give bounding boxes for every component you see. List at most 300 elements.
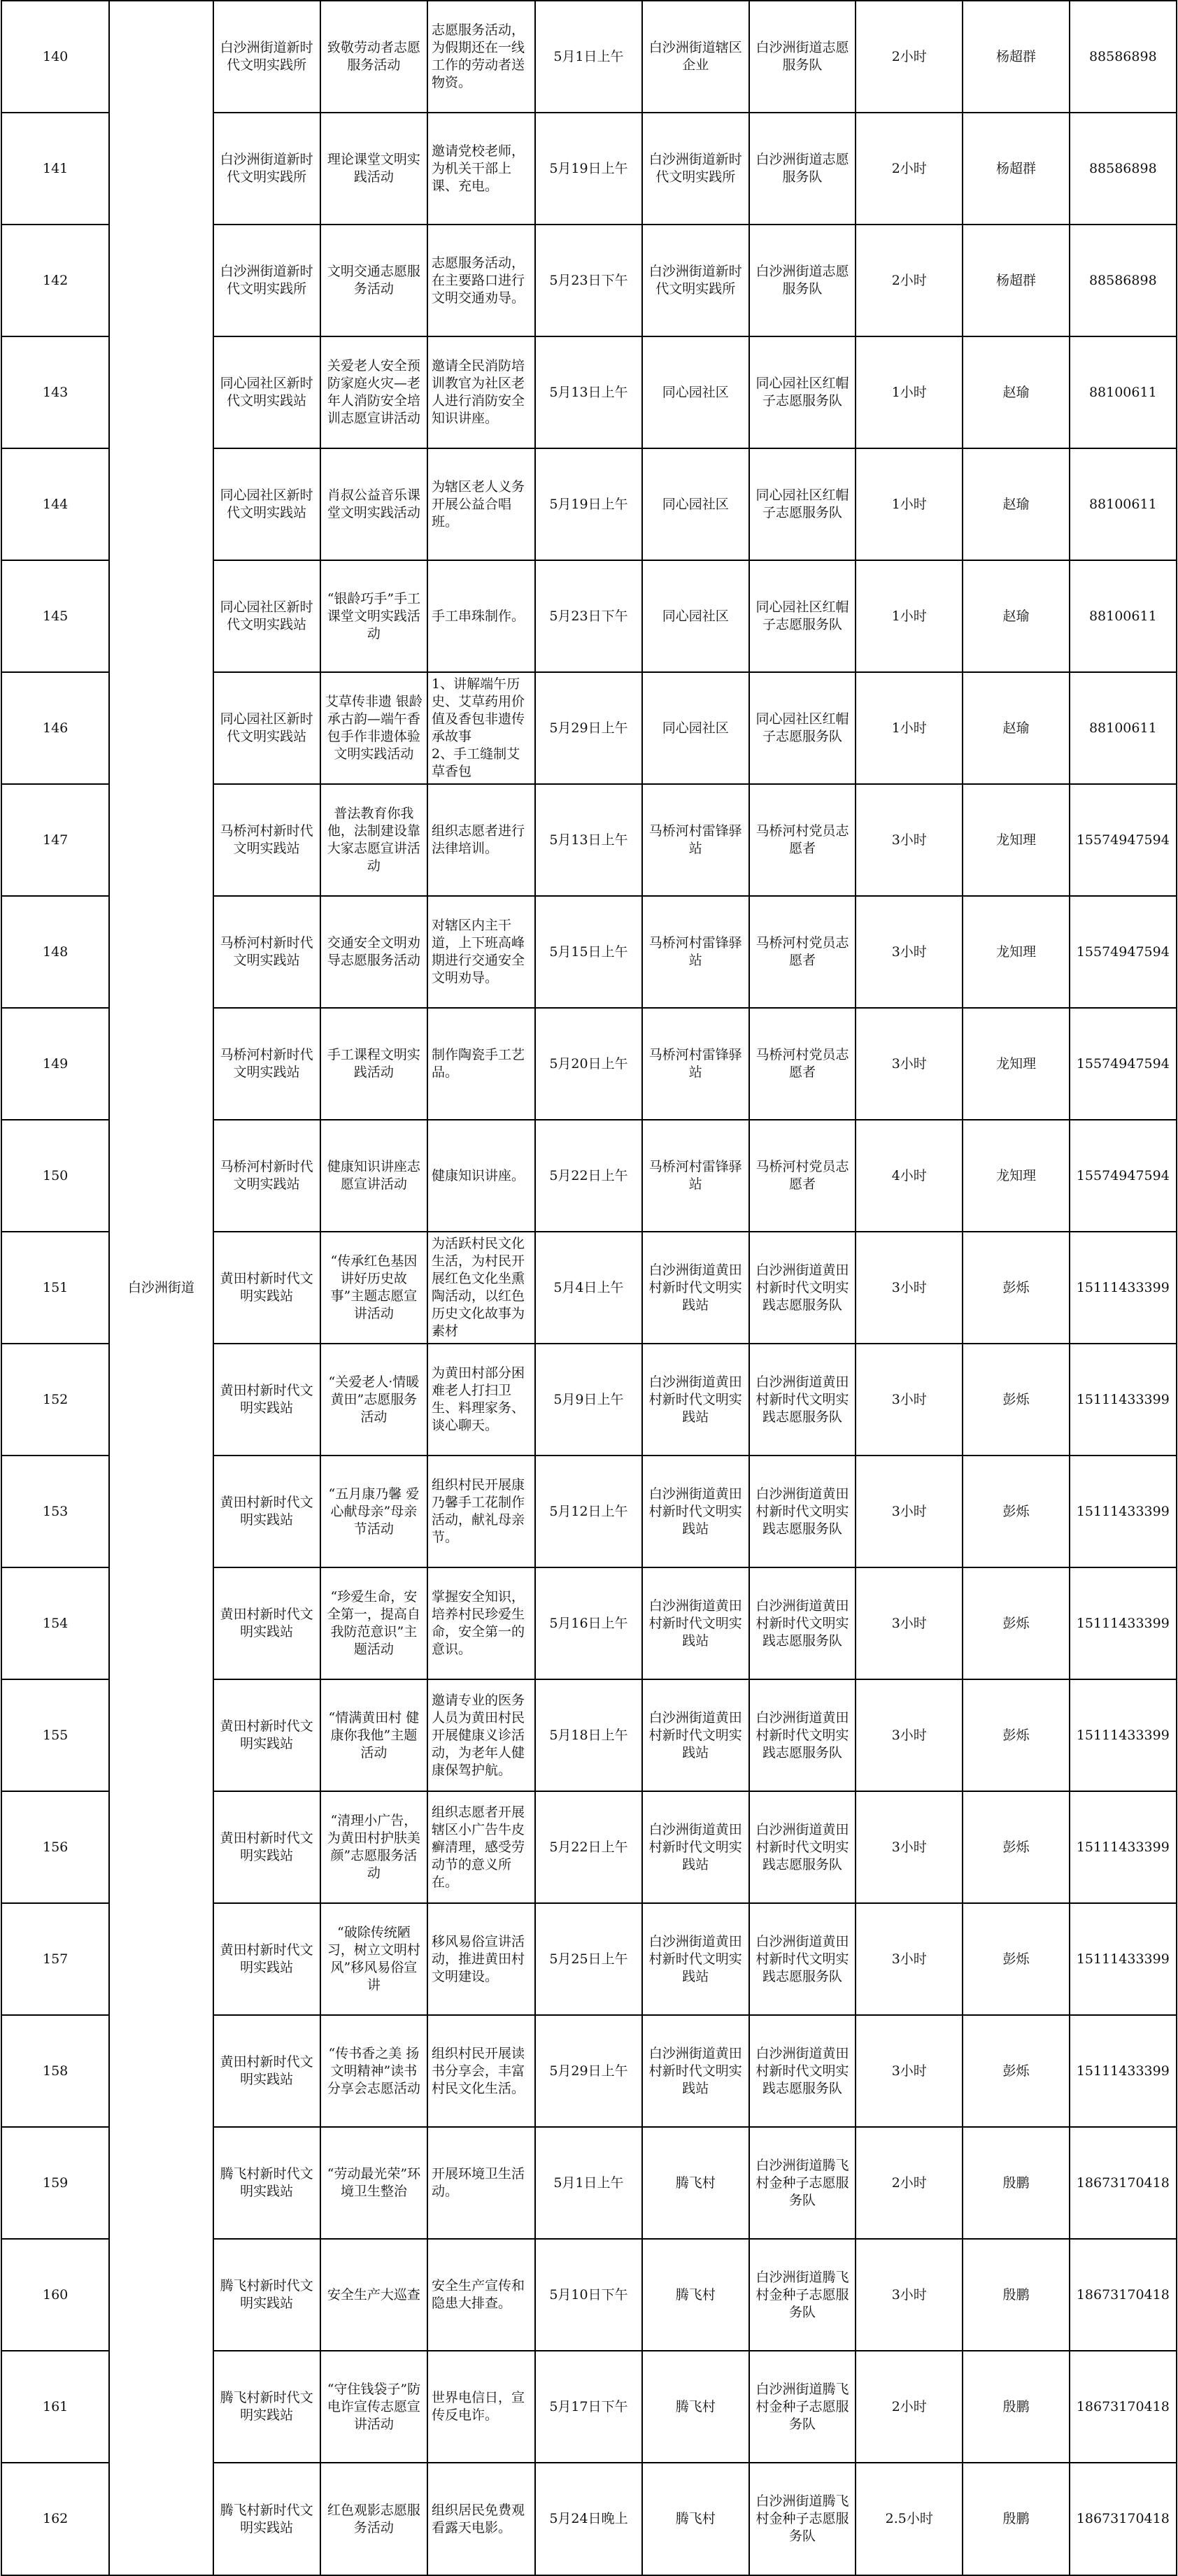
organizer-cell [213,1791,320,1903]
phone-cell-text: 15111433399 [1076,1615,1170,1631]
activity-time-cell [535,336,641,448]
activity-place-cell [642,225,749,336]
duration-cell [856,560,963,672]
volunteer-team-cell [749,1903,856,2015]
duration-cell-text: 2.5小时 [885,2511,933,2526]
volunteer-team-cell [749,560,856,672]
phone-cell [1070,1120,1177,1232]
activity-time-cell [535,1232,641,1344]
row-number-cell [1,2015,109,2127]
organizer-cell-text: 马桥河村新时代文明实践站 [220,1159,313,1192]
organizer-cell [213,225,320,336]
activity-content-cell-text: 志愿服务活动，在主要路口进行文明交通劝导。 [432,255,525,306]
row-number-cell-text: 156 [43,1839,69,1855]
activity-time-cell-text: 5月10日下午 [549,2286,628,2303]
duration-cell-text: 1小时 [891,608,927,624]
volunteer-team-cell [749,1679,856,1791]
duration-cell [856,1,963,113]
contact-person-cell-text: 赵瑜 [1002,496,1030,512]
volunteer-team-cell-text: 白沙洲街道腾飞村金种子志愿服务队 [755,2157,849,2208]
activity-name-cell [320,2015,427,2127]
volunteer-team-cell-text: 白沙洲街道腾飞村金种子志愿服务队 [755,2269,849,2320]
organizer-cell-text: 黄田村新时代文明实践站 [220,1718,313,1751]
contact-person-cell-text: 赵瑜 [1002,608,1030,624]
duration-cell [856,2463,963,2575]
activity-place-cell [642,1,749,113]
row-number-cell [1,1567,109,1679]
phone-cell-text: 15574947594 [1076,1167,1170,1183]
activity-place-cell-text: 腾飞村 [675,2175,716,2191]
activity-content-cell [427,2351,535,2463]
volunteer-team-cell-text: 马桥河村党员志愿者 [755,935,849,968]
activity-place-cell [642,672,749,784]
duration-cell-text: 1小时 [891,496,927,512]
activity-content-cell [427,672,535,784]
activity-place-cell [642,2463,749,2575]
contact-person-cell [963,2127,1069,2239]
volunteer-team-cell [749,1456,856,1567]
phone-cell [1070,336,1177,448]
phone-cell [1070,1344,1177,1456]
activity-place-cell-text: 腾飞村 [675,2398,716,2414]
volunteer-team-cell [749,1120,856,1232]
phone-cell-text: 18673170418 [1076,2511,1170,2526]
activity-name-cell [320,448,427,560]
organizer-cell-text: 腾飞村新时代文明实践站 [220,2278,313,2311]
activity-time-cell [535,896,641,1008]
contact-person-cell [963,1903,1069,2015]
duration-cell [856,1232,963,1344]
volunteer-team-cell [749,1008,856,1120]
row-number-cell-text: 141 [43,160,69,176]
duration-cell [856,2239,963,2351]
activity-name-cell [320,2127,427,2239]
activity-name-cell [320,113,427,225]
organizer-cell [213,672,320,784]
volunteer-team-cell-text: 白沙洲街道黄田村新时代文明实践志愿服务队 [755,1821,849,1872]
activity-name-cell [320,2351,427,2463]
activity-content-cell-text: 组织村民开展读书分享会，丰富村民文化生活。 [432,2045,525,2096]
duration-cell [856,336,963,448]
row-number-cell [1,1008,109,1120]
activity-place-cell-text: 白沙洲街道黄田村新时代文明实践站 [648,1709,742,1760]
duration-cell-text: 3小时 [891,944,927,960]
volunteer-team-cell-text: 同心园社区红帽子志愿服务队 [755,599,849,632]
volunteer-team-cell [749,2127,856,2239]
activity-content-cell [427,1679,535,1791]
phone-cell-text: 88100611 [1088,608,1157,624]
contact-person-cell-text: 彭烁 [1002,1839,1030,1855]
duration-cell [856,672,963,784]
phone-cell-text: 88100611 [1088,496,1157,512]
activity-place-cell [642,1567,749,1679]
row-number-cell [1,2239,109,2351]
phone-cell-text: 15111433399 [1076,1279,1170,1295]
activity-name-cell-text: 艾草传非遗 银龄承古韵—端午香包手作非遗体验文明实践活动 [325,694,423,762]
row-number-cell [1,1344,109,1456]
volunteer-team-cell [749,1,856,113]
activity-name-cell [320,225,427,336]
activity-place-cell-text: 白沙洲街道新时代文明实践所 [648,152,742,185]
contact-person-cell [963,2015,1069,2127]
activity-place-cell [642,1456,749,1567]
contact-person-cell-text: 彭烁 [1002,1615,1030,1631]
activity-time-cell-text: 5月25日上午 [549,1951,628,1967]
phone-cell-text: 15111433399 [1076,1727,1170,1743]
activity-content-cell [427,448,535,560]
contact-person-cell [963,1679,1069,1791]
activity-place-cell [642,1903,749,2015]
activity-time-cell [535,2351,641,2463]
phone-cell [1070,2239,1177,2351]
activity-content-cell [427,2463,535,2575]
activity-place-cell-text: 马桥河村雷锋驿站 [648,935,742,968]
activity-name-cell-text: “关爱老人·情暖黄田”志愿服务活动 [328,1374,420,1425]
volunteer-team-cell-text: 同心园社区红帽子志愿服务队 [755,376,849,408]
duration-cell-text: 4小时 [891,1167,927,1183]
activity-name-cell [320,2239,427,2351]
row-number-cell-text: 155 [43,1727,69,1743]
organizer-cell [213,1232,320,1344]
row-number-cell-text: 151 [43,1279,69,1295]
activity-content-cell [427,784,535,896]
row-number-cell [1,1,109,113]
row-number-cell [1,2463,109,2575]
duration-cell [856,1791,963,1903]
phone-cell [1070,1008,1177,1120]
activity-content-cell-text: 1、讲解端午历史、艾草药用价值及香包非遗传承故事 2、手工缝制艾草香包 [432,676,525,779]
activity-name-cell [320,1,427,113]
activity-schedule-table [1,0,1177,2576]
duration-cell-text: 2小时 [891,272,927,288]
activity-content-cell-text: 组织志愿者进行法律培训。 [432,823,525,856]
row-number-cell [1,225,109,336]
duration-cell [856,1567,963,1679]
volunteer-team-cell [749,1567,856,1679]
organizer-cell [213,1,320,113]
contact-person-cell-text: 彭烁 [1002,1391,1030,1407]
activity-content-cell-text: 组织居民免费观看露天电影。 [432,2502,525,2535]
activity-place-cell [642,2127,749,2239]
activity-place-cell [642,1008,749,1120]
activity-place-cell [642,560,749,672]
activity-name-cell-text: 安全生产大巡查 [327,2286,420,2303]
contact-person-cell [963,1,1069,113]
contact-person-cell [963,225,1069,336]
activity-place-cell [642,2351,749,2463]
duration-cell [856,225,963,336]
activity-time-cell [535,1679,641,1791]
phone-cell [1070,2351,1177,2463]
phone-cell [1070,2015,1177,2127]
activity-place-cell-text: 白沙洲街道黄田村新时代文明实践站 [648,1597,742,1649]
volunteer-team-cell [749,336,856,448]
activity-time-cell [535,1344,641,1456]
activity-name-cell-text: “情满黄田村 健康你我他”主题活动 [328,1709,420,1760]
activity-place-cell [642,2239,749,2351]
activity-name-cell-text: “银龄巧手”手工课堂文明实践活动 [327,590,421,641]
organizer-cell [213,1344,320,1456]
activity-time-cell-text: 5月29日上午 [549,2063,628,2079]
activity-content-cell-text: 手工串珠制作。 [432,608,525,624]
organizer-cell-text: 马桥河村新时代文明实践站 [220,823,313,856]
volunteer-team-cell-text: 白沙洲街道黄田村新时代文明实践志愿服务队 [755,1262,849,1313]
activity-time-cell [535,2127,641,2239]
activity-time-cell-text: 5月13日上午 [549,384,628,400]
contact-person-cell [963,1232,1069,1344]
row-number-cell [1,448,109,560]
activity-place-cell [642,1791,749,1903]
volunteer-team-cell-text: 马桥河村党员志愿者 [755,1047,849,1080]
activity-time-cell [535,2463,641,2575]
organizer-cell-text: 白沙洲街道新时代文明实践所 [220,40,313,73]
activity-place-cell-text: 白沙洲街道黄田村新时代文明实践站 [648,2045,742,2096]
activity-content-cell [427,1008,535,1120]
activity-content-cell [427,1567,535,1679]
volunteer-team-cell-text: 白沙洲街道黄田村新时代文明实践志愿服务队 [755,2045,849,2096]
contact-person-cell [963,2463,1069,2575]
phone-cell-text: 88586898 [1088,272,1157,288]
phone-cell [1070,1791,1177,1903]
contact-person-cell-text: 杨超群 [996,272,1037,288]
activity-time-cell [535,1567,641,1679]
activity-time-cell [535,784,641,896]
volunteer-team-cell [749,784,856,896]
volunteer-team-cell-text: 白沙洲街道黄田村新时代文明实践志愿服务队 [755,1597,849,1649]
organizer-cell-text: 同心园社区新时代文明实践站 [220,488,313,520]
activity-time-cell-text: 5月1日上午 [553,2175,624,2191]
activity-content-cell-text: 世界电信日，宣传反电诈。 [432,2390,525,2423]
organizer-cell [213,113,320,225]
volunteer-team-cell-text: 白沙洲街道志愿服务队 [755,40,849,73]
activity-name-cell [320,784,427,896]
volunteer-team-cell [749,1791,856,1903]
contact-person-cell-text: 殷鹏 [1002,2398,1030,2414]
activity-time-cell [535,1120,641,1232]
activity-name-cell-text: “五月康乃馨 爱心献母亲”母亲节活动 [328,1486,420,1537]
activity-time-cell-text: 5月1日上午 [553,48,624,64]
organizer-cell-text: 黄田村新时代文明实践站 [220,1607,313,1639]
row-number-cell-text: 144 [43,496,69,512]
activity-name-cell [320,1008,427,1120]
organizer-cell-text: 腾飞村新时代文明实践站 [220,2502,313,2535]
activity-name-cell [320,1567,427,1679]
activity-name-cell [320,1903,427,2015]
volunteer-team-cell [749,448,856,560]
organizer-cell-text: 黄田村新时代文明实践站 [220,1830,313,1863]
row-number-cell-text: 148 [43,944,69,960]
activity-place-cell-text: 同心园社区 [662,720,729,736]
activity-place-cell-text: 白沙洲街道新时代文明实践所 [648,264,742,297]
duration-cell [856,1679,963,1791]
activity-content-cell [427,336,535,448]
activity-name-cell-text: “珍爱生命，安全第一，提高自我防范意识”主题活动 [327,1589,420,1657]
activity-place-cell-text: 同心园社区 [662,384,729,400]
volunteer-team-cell [749,896,856,1008]
contact-person-cell-text: 彭烁 [1002,1279,1030,1295]
activity-content-cell-text: 为辖区老人义务开展公益合唱班。 [432,478,525,529]
phone-cell [1070,1,1177,113]
activity-place-cell [642,784,749,896]
row-number-cell [1,1120,109,1232]
phone-cell-text: 15111433399 [1076,1503,1170,1519]
activity-name-cell-text: “传承红色基因 讲好历史故事”主题志愿宣讲活动 [330,1253,418,1321]
activity-content-cell [427,2015,535,2127]
activity-time-cell [535,1791,641,1903]
contact-person-cell [963,448,1069,560]
activity-place-cell [642,1679,749,1791]
volunteer-team-cell-text: 马桥河村党员志愿者 [755,823,849,856]
activity-content-cell [427,896,535,1008]
activity-place-cell [642,1232,749,1344]
activity-name-cell-text: “传书香之美 扬文明精神”读书分享会志愿活动 [327,2045,420,2096]
phone-cell [1070,784,1177,896]
activity-place-cell-text: 马桥河村雷锋驿站 [648,1159,742,1192]
phone-cell [1070,1679,1177,1791]
activity-place-cell-text: 马桥河村雷锋驿站 [648,823,742,856]
activity-name-cell [320,560,427,672]
row-number-cell-text: 157 [43,1951,69,1967]
duration-cell-text: 2小时 [891,48,927,64]
duration-cell [856,1903,963,2015]
activity-time-cell [535,560,641,672]
activity-name-cell [320,1791,427,1903]
duration-cell-text: 3小时 [891,1727,927,1743]
phone-cell-text: 18673170418 [1076,2398,1170,2414]
activity-place-cell [642,113,749,225]
contact-person-cell-text: 龙知理 [996,1167,1037,1183]
phone-cell-text: 15111433399 [1076,1951,1170,1967]
activity-content-cell [427,1791,535,1903]
activity-content-cell [427,2239,535,2351]
volunteer-team-cell [749,1232,856,1344]
activity-content-cell-text: 掌握安全知识，培养村民珍爱生命，安全第一的意识。 [432,1589,525,1657]
contact-person-cell-text: 殷鹏 [1002,2286,1030,2303]
phone-cell-text: 15574947594 [1076,1055,1170,1072]
duration-cell [856,896,963,1008]
duration-cell-text: 3小时 [891,1391,927,1407]
activity-content-cell-text: 组织志愿者开展辖区小广告牛皮癣清理，感受劳动节的意义所在。 [432,1804,525,1890]
contact-person-cell-text: 赵瑜 [1002,384,1030,400]
contact-person-cell-text: 彭烁 [1002,2063,1030,2079]
activity-content-cell [427,1,535,113]
activity-content-cell-text: 组织村民开展康乃馨手工花制作活动，献礼母亲节。 [432,1477,525,1545]
duration-cell-text: 3小时 [891,1839,927,1855]
activity-name-cell-text: 红色观影志愿服务活动 [327,2502,420,2535]
contact-person-cell [963,113,1069,225]
organizer-cell [213,448,320,560]
phone-cell [1070,2127,1177,2239]
contact-person-cell-text: 龙知理 [996,1055,1037,1072]
duration-cell-text: 3小时 [891,1279,927,1295]
activity-content-cell-text: 邀请全民消防培训教官为社区老人进行消防安全知识讲座。 [432,358,525,426]
activity-content-cell [427,113,535,225]
row-number-cell [1,672,109,784]
duration-cell [856,2351,963,2463]
row-number-cell-text: 154 [43,1615,69,1631]
contact-person-cell-text: 龙知理 [996,944,1037,960]
phone-cell-text: 15111433399 [1076,2063,1170,2079]
activity-content-cell-text: 开展环境卫生活动。 [432,2166,525,2199]
activity-time-cell [535,1456,641,1567]
activity-time-cell-text: 5月13日上午 [549,832,628,848]
duration-cell-text: 1小时 [891,720,927,736]
phone-cell-text: 88100611 [1088,720,1157,736]
activity-time-cell [535,2015,641,2127]
volunteer-team-cell-text: 白沙洲街道腾飞村金种子志愿服务队 [755,2493,849,2544]
contact-person-cell [963,2351,1069,2463]
volunteer-team-cell-text: 白沙洲街道黄田村新时代文明实践志愿服务队 [755,1374,849,1425]
row-number-cell [1,336,109,448]
contact-person-cell [963,1008,1069,1120]
contact-person-cell [963,1456,1069,1567]
activity-time-cell-text: 5月19日上午 [549,160,628,176]
row-number-cell-text: 140 [43,48,69,64]
contact-person-cell [963,672,1069,784]
row-number-cell-text: 150 [43,1167,69,1183]
contact-person-cell [963,1120,1069,1232]
contact-person-cell-text: 龙知理 [996,832,1037,848]
phone-cell [1070,1903,1177,2015]
row-number-cell [1,2127,109,2239]
duration-cell-text: 3小时 [891,1615,927,1631]
duration-cell-text: 2小时 [891,2398,927,2414]
duration-cell-text: 1小时 [891,384,927,400]
activity-time-cell [535,672,641,784]
volunteer-team-cell-text: 白沙洲街道志愿服务队 [755,264,849,297]
activity-name-cell-text: “破除传统陋习，树立文明村风”移风易俗宣讲 [327,1925,420,1993]
organizer-cell-text: 黄田村新时代文明实践站 [220,1271,313,1304]
phone-cell [1070,560,1177,672]
phone-cell-text: 18673170418 [1076,2286,1170,2303]
activity-place-cell-text: 腾飞村 [675,2286,716,2303]
organizer-cell [213,560,320,672]
volunteer-team-cell [749,2463,856,2575]
phone-cell [1070,672,1177,784]
activity-name-cell-text: 理论课堂文明实践活动 [327,152,420,185]
duration-cell [856,448,963,560]
volunteer-team-cell [749,672,856,784]
organizer-cell [213,1567,320,1679]
volunteer-team-cell-text: 同心园社区红帽子志愿服务队 [755,488,849,520]
row-number-cell-text: 147 [43,832,69,848]
activity-place-cell [642,1344,749,1456]
phone-cell-text: 15574947594 [1076,944,1170,960]
activity-content-cell [427,2127,535,2239]
activity-name-cell-text: “劳动最光荣”环境卫生整治 [327,2166,421,2199]
volunteer-team-cell-text: 白沙洲街道黄田村新时代文明实践志愿服务队 [755,1486,849,1537]
row-number-cell-text: 162 [43,2511,69,2526]
activity-name-cell [320,1344,427,1456]
activity-time-cell-text: 5月29日上午 [549,720,628,736]
activity-name-cell-text: 普法教育你我他，法制建设靠大家志愿宣讲活动 [327,806,420,874]
activity-place-cell-text: 马桥河村雷锋驿站 [648,1047,742,1080]
row-number-cell [1,2351,109,2463]
row-number-cell-text: 153 [43,1503,69,1519]
activity-time-cell-text: 5月19日上午 [549,496,628,512]
volunteer-team-cell [749,2239,856,2351]
activity-content-cell-text: 志愿服务活动，为假期还在一线工作的劳动者送物资。 [432,22,525,90]
activity-time-cell [535,225,641,336]
organizer-cell-text: 马桥河村新时代文明实践站 [220,935,313,968]
volunteer-team-cell [749,2015,856,2127]
row-number-cell-text: 152 [43,1391,69,1407]
district-cell: 白沙洲街道 [109,1,213,2575]
row-number-cell [1,560,109,672]
activity-place-cell-text: 白沙洲街道辖区企业 [648,40,742,73]
phone-cell [1070,1456,1177,1567]
activity-time-cell [535,448,641,560]
